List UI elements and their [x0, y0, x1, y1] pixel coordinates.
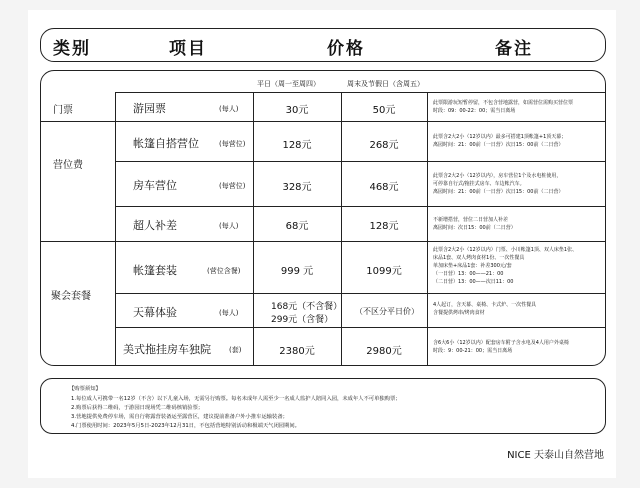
header-note: 备注 — [495, 39, 533, 59]
item-canopy: 天幕体验 — [133, 306, 177, 319]
purchase-notes — [40, 378, 606, 434]
weekend-price: 50元 — [372, 105, 396, 116]
weekend-price: 2980元 — [366, 346, 402, 357]
divider — [115, 92, 116, 366]
item-rv-site: 房车营位 — [133, 179, 177, 192]
canopy-price-no-meal: 168元（不含餐） — [271, 302, 343, 312]
weekend-price: 468元 — [369, 182, 399, 193]
item-extra-person: 超人补差 — [133, 219, 177, 232]
row-note: 此票含2大2小（12岁以内）最多可搭建1顶帐篷+1顶天幕； 离园时间：21：00前（一日营）次日15：00前（二日营） — [433, 134, 567, 148]
divider — [427, 92, 428, 366]
item-park-ticket: 游园票 — [133, 102, 166, 115]
divider — [115, 327, 605, 328]
price-table — [40, 70, 606, 366]
unit-label: (营位含餐) — [207, 267, 241, 275]
divider — [115, 206, 605, 207]
row-note: 此票限游玩短暂停留，不包含营地露营，如需营位需购买营位票 时段：09：00-22：00；需当日离场 — [433, 100, 574, 114]
row-note: 含6大6小（12岁以内）配套房车附子含水电及4人用户外桌椅 时段：9：00-21：00；需当日离场 — [433, 340, 569, 354]
item-tent-site: 帐篷自搭营位 — [133, 137, 199, 150]
weekday-price: 128元 — [282, 140, 312, 151]
weekday-price: 2380元 — [279, 346, 315, 357]
row-note: 此票含2大2小（12岁以内），房车营位1个及水电桩使用， 可停靠自行式/拖挂式房车、车边帐汽车。 离园时间：21：00前（一日营）次日15：00前（二日营） — [433, 173, 564, 195]
table-header — [40, 28, 606, 62]
weekend-header: 周末及节假日（含周五） — [347, 80, 424, 88]
item-rv-courtyard: 美式拖挂房车独院 — [123, 343, 211, 356]
category-camp: 营位费 — [53, 160, 83, 171]
weekend-price: 1099元 — [366, 266, 402, 277]
unit-label: (每人) — [219, 105, 239, 113]
weekend-price: 128元 — [369, 221, 399, 232]
row-note: 此票含2大2小（12岁以内）门票、小川帐篷1顶、双人床垫1张、 床品1套、双人烤肉食材1份、一次性餐具 单加床垫+床品1套：补差300元/套 （一日营）13：00——21：00 （二日营）13：00——次日11：00 — [433, 247, 578, 285]
divider — [41, 121, 606, 122]
weekday-price: 328元 — [282, 182, 312, 193]
header-price: 价格 — [327, 39, 365, 59]
divider — [41, 241, 606, 242]
item-tent-package: 帐篷套装 — [133, 264, 177, 277]
weekday-price: 68元 — [285, 221, 309, 232]
weekday-header: 平日（周一至周四） — [257, 80, 320, 88]
canopy-price-meal: 299元（含餐） — [271, 315, 334, 325]
unit-label: (套) — [229, 346, 242, 354]
divider — [115, 161, 605, 162]
canopy-price-note: （不区分平日价） — [355, 307, 419, 316]
category-ticket: 门票 — [53, 105, 73, 116]
unit-label: (每营位) — [219, 140, 246, 148]
brand-name: NICE 天泰山自然营地 — [507, 450, 604, 461]
notes-line: 2.购票后获得二维码，于游园日现场凭二维码核销验票； — [71, 405, 204, 411]
weekday-price: 30元 — [285, 105, 309, 116]
unit-label: (每营位) — [219, 182, 246, 190]
notes-line: 4.门票使用时间：2023年5月5日-2023年12月31日，不包括营地特别活动和极端天气闭园期间。 — [71, 423, 300, 429]
weekday-price: 999 元 — [280, 266, 314, 277]
row-note: 4人起订，含天幕、桌椅、卡式炉、一次性餐具 含餐提供烤串/烤肉食材 — [433, 302, 537, 316]
divider — [115, 92, 605, 93]
notes-line: 1.每位成人可携带一名12岁（不含）以下儿童入场，无需另行购票。每名未成年人需至少一名成人监护人陪同入园，未成年人不可单独购票； — [71, 396, 401, 402]
header-category: 类别 — [53, 39, 91, 59]
weekend-price: 268元 — [369, 140, 399, 151]
category-party: 聚会套餐 — [51, 291, 91, 302]
divider — [115, 293, 605, 294]
unit-label: (每人) — [219, 222, 239, 230]
notes-title: 【购票须知】 — [69, 386, 101, 392]
row-note: 不新增搭营，营位二日营加人补差 离园时间：次日15：00前（二日营） — [433, 217, 516, 231]
header-item: 项目 — [169, 39, 207, 59]
notes-line: 3.营地提供免费停车场，需自行将露营装备运至露营区，建议提前准备户外小推车运输装备； — [71, 414, 288, 420]
unit-label: (每人) — [219, 309, 239, 317]
